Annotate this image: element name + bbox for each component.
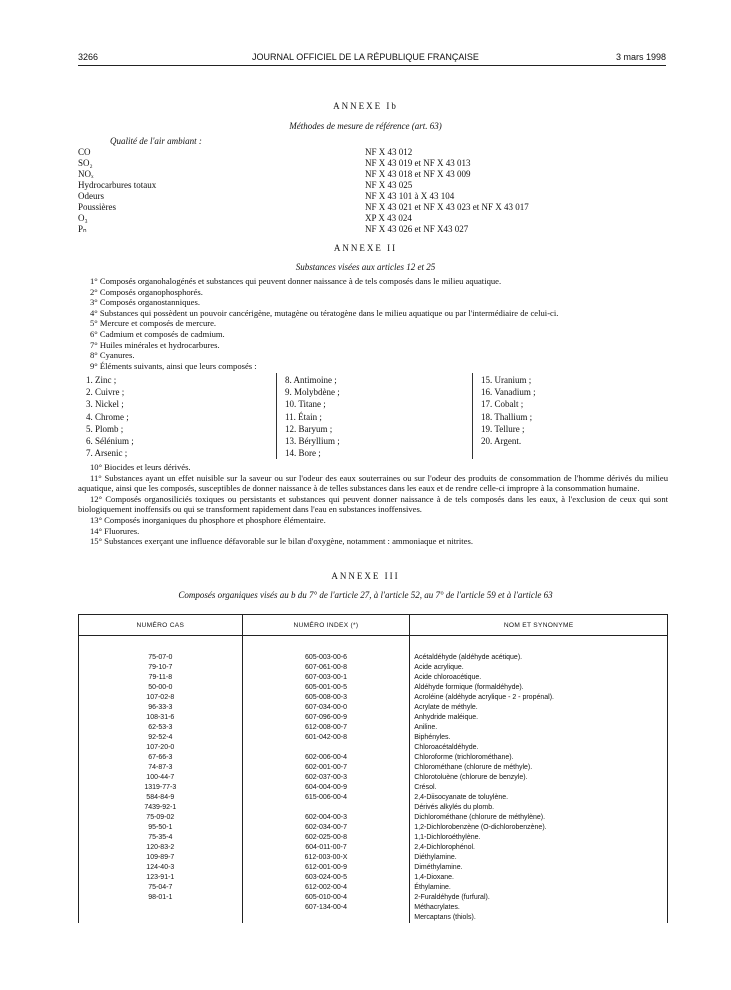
method-row — [78, 169, 678, 180]
table-row — [79, 683, 668, 693]
compound-name-cell: Éthylamine. — [410, 883, 668, 893]
cas-number-cell — [79, 913, 243, 923]
index-number-cell: 612-003-00-X — [242, 853, 410, 863]
column-header-index: NUMÉRO INDEX (*) — [242, 615, 410, 636]
substance-name: SO₂ — [78, 158, 93, 168]
table-row — [79, 873, 668, 883]
column-divider — [472, 373, 473, 459]
compound-name-cell: Anhydride maléique. — [410, 713, 668, 723]
header-rule — [78, 65, 666, 66]
index-number-cell: 602-004-00-3 — [242, 813, 410, 823]
list-item: 15° Substances exerçant une influence défavorable sur le bilan d'oxygène, notamment : ammoniaque et nitrites. — [90, 536, 473, 547]
table-row — [79, 773, 668, 783]
table-row — [79, 673, 668, 683]
substance-name: Odeurs — [78, 191, 104, 201]
cas-number-cell: 79-10-7 — [79, 663, 243, 673]
compound-name-cell: Chlorotoluène (chlorure de benzyle). — [410, 773, 668, 783]
substances-list-bottom — [78, 462, 668, 547]
table-row — [79, 663, 668, 673]
cas-number-cell: 79-11-8 — [79, 673, 243, 683]
method-row — [78, 191, 678, 202]
index-number-cell — [242, 743, 410, 753]
element-item: 20. Argent. — [481, 436, 522, 447]
column-divider — [276, 373, 277, 459]
element-item: 3. Nickel ; — [86, 399, 124, 410]
list-item: 14° Fluorures. — [90, 525, 140, 536]
annexe-1b-subtitle: Méthodes de mesure de référence (art. 63) — [289, 121, 442, 131]
element-item: 16. Vanadium ; — [481, 387, 536, 398]
cas-number-cell: 584-84-9 — [79, 793, 243, 803]
list-item: 9° Éléments suivants, ainsi que leurs composés : — [90, 360, 257, 371]
index-number-cell: 607-134-00-4 — [242, 903, 410, 913]
compound-name-cell: Diméthylamine. — [410, 863, 668, 873]
cas-number-cell: 108-31-6 — [79, 713, 243, 723]
table-row — [79, 893, 668, 903]
cas-number-cell: 50-00-0 — [79, 683, 243, 693]
organic-compounds-table — [78, 614, 668, 923]
table-body — [79, 636, 668, 924]
index-number-cell: 602-025-00-8 — [242, 833, 410, 843]
column-header-cas: NUMÉRO CAS — [79, 615, 243, 636]
element-item: 13. Béryllium ; — [285, 436, 340, 447]
index-number-cell: 607-003-00-1 — [242, 673, 410, 683]
index-number-cell: 605-008-00-3 — [242, 693, 410, 703]
list-item: 13° Composés inorganiques du phosphore et phosphore élémentaire. — [90, 514, 326, 525]
page-number: 3266 — [78, 52, 99, 62]
cas-number-cell: 100-44-7 — [79, 773, 243, 783]
list-item: 11° Substances ayant un effet nuisible sur la saveur ou sur l'odeur des eaux souterraines ou sur l'odeur des produits de consommation de l'homme dérivés du milieu aquatique, ainsi que les composés, susceptibles de donner naissance à de telles substances dans les eaux et de rendre celle-ci impropre à la consommation humaine. — [78, 472, 668, 494]
reference-method: NF X 43 101 à X 43 104 — [365, 191, 455, 201]
table-row — [79, 763, 668, 773]
element-item: 19. Tellure ; — [481, 423, 525, 434]
element-item: 17. Cobalt ; — [481, 399, 524, 410]
compound-name-cell: Acrylate de méthyle. — [410, 703, 668, 713]
compound-name-cell: 2,4-Dichlorophénol. — [410, 843, 668, 853]
method-row — [78, 147, 678, 158]
table-row — [79, 713, 668, 723]
reference-method: NF X 43 025 — [365, 180, 413, 190]
table-row — [79, 753, 668, 763]
index-number-cell: 607-061-00-8 — [242, 663, 410, 673]
elements-column-2 — [285, 374, 340, 459]
compound-name-cell: 1,1-Dichloroéthylène. — [410, 833, 668, 843]
index-number-cell: 612-008-00-7 — [242, 723, 410, 733]
substance-name: NOₓ — [78, 169, 94, 179]
cas-number-cell: 107-20-0 — [79, 743, 243, 753]
index-number-cell — [242, 913, 410, 923]
compound-name-cell: Dérivés alkylés du plomb. — [410, 803, 668, 813]
element-item: 18. Thallium ; — [481, 411, 533, 422]
compound-name-cell: Chloroforme (trichlorométhane). — [410, 753, 668, 763]
compound-name-cell: Mercaptans (thiols). — [410, 913, 668, 923]
issue-date: 3 mars 1998 — [615, 52, 666, 62]
index-number-cell: 605-010-00-4 — [242, 893, 410, 903]
index-number-cell: 612-001-00-9 — [242, 863, 410, 873]
table-row — [79, 743, 668, 753]
cas-number-cell: 74-87-3 — [79, 763, 243, 773]
cas-number-cell: 7439-92-1 — [79, 803, 243, 813]
index-number-cell: 602-034-00-7 — [242, 823, 410, 833]
compound-name-cell: 1,4-Dioxane. — [410, 873, 668, 883]
table-row — [79, 783, 668, 793]
list-item: 2° Composés organophosphorés. — [90, 286, 203, 297]
annexe-2-subtitle: Substances visées aux articles 12 et 25 — [295, 262, 436, 272]
table-row — [79, 703, 668, 713]
compound-name-cell: Dichlorométhane (chlorure de méthylène). — [410, 813, 668, 823]
substance-name: CO — [78, 147, 91, 157]
list-item: 10° Biocides et leurs dérivés. — [90, 462, 191, 472]
index-number-cell: 615-006-00-4 — [242, 793, 410, 803]
method-row — [78, 202, 678, 213]
element-item: 6. Sélénium ; — [86, 436, 134, 447]
element-item: 15. Uranium ; — [481, 375, 532, 385]
method-row — [78, 180, 678, 191]
compound-name-cell: 1,2-Dichlorobenzène (O-dichlorobenzène). — [410, 823, 668, 833]
table-row — [79, 903, 668, 913]
compound-name-cell: Acide acrylique. — [410, 663, 668, 673]
journal-title: JOURNAL OFFICIEL DE LA RÉPUBLIQUE FRANÇAISE — [252, 52, 479, 62]
element-item: 8. Antimoine ; — [285, 375, 337, 385]
reference-method: NF X 43 018 et NF X 43 009 — [365, 169, 471, 179]
table-row — [79, 723, 668, 733]
table-row — [79, 653, 668, 663]
element-item: 4. Chrome ; — [86, 411, 129, 422]
element-item: 2. Cuivre ; — [86, 387, 125, 398]
annexe-2-title: ANNEXE II — [333, 243, 398, 253]
table-spacer-row — [79, 636, 668, 654]
compound-name-cell: Acide chloroacétique. — [410, 673, 668, 683]
cas-number-cell: 62-53-3 — [79, 723, 243, 733]
table-row — [79, 913, 668, 923]
list-item: 1° Composés organohalogénés et substances qui peuvent donner naissance à de tels composés dans le milieu aquatique. — [90, 276, 502, 286]
table-row — [79, 843, 668, 853]
cas-number-cell: 98-01-1 — [79, 893, 243, 903]
table-row — [79, 853, 668, 863]
method-row — [78, 213, 678, 224]
table-row — [79, 823, 668, 833]
cas-number-cell: 1319-77-3 — [79, 783, 243, 793]
method-row — [78, 158, 678, 169]
index-number-cell: 605-001-00-5 — [242, 683, 410, 693]
cas-number-cell: 75-07-0 — [79, 653, 243, 663]
cas-number-cell: 95-50-1 — [79, 823, 243, 833]
table-row — [79, 863, 668, 873]
element-item: 11. Étain ; — [285, 411, 322, 422]
list-item: 6° Cadmium et composés de cadmium. — [90, 328, 225, 339]
table-row — [79, 803, 668, 813]
method-row — [78, 224, 678, 235]
index-number-cell: 607-034-00-0 — [242, 703, 410, 713]
table-row — [79, 883, 668, 893]
compound-name-cell: Diéthylamine. — [410, 853, 668, 863]
element-item: 9. Molybdène ; — [285, 387, 340, 398]
reference-method: XP X 43 024 — [365, 213, 412, 223]
reference-method: NF X 43 026 et NF X43 027 — [365, 224, 469, 234]
table-row — [79, 813, 668, 823]
cas-number-cell: 75-09-02 — [79, 813, 243, 823]
element-item: 14. Bore ; — [285, 448, 321, 459]
substance-name: Hydrocarbures totaux — [78, 180, 157, 190]
index-number-cell: 601-042-00-8 — [242, 733, 410, 743]
reference-method: NF X 43 012 — [365, 147, 413, 157]
compound-name-cell: 2-Furaldéhyde (furfural). — [410, 893, 668, 903]
index-number-cell: 602-001-00-7 — [242, 763, 410, 773]
cas-number-cell: 123-91-1 — [79, 873, 243, 883]
element-item: 1. Zinc ; — [86, 375, 117, 385]
compound-name-cell: 2,4-Diisocyanate de toluylène. — [410, 793, 668, 803]
compound-name-cell: Acétaldéhyde (aldéhyde acétique). — [410, 653, 668, 663]
table-row — [79, 793, 668, 803]
reference-method: NF X 43 021 et NF X 43 023 et NF X 43 017 — [365, 202, 529, 212]
compound-name-cell: Méthacrylates. — [410, 903, 668, 913]
list-item: 7° Huiles minérales et hydrocarbures. — [90, 339, 220, 350]
list-item: 3° Composés organostanniques. — [90, 297, 200, 308]
index-number-cell: 603-024-00-5 — [242, 873, 410, 883]
compound-name-cell: Aniline. — [410, 723, 668, 733]
compound-name-cell: Chloroacétaldéhyde. — [410, 743, 668, 753]
list-item: 12° Composés organosiliciés toxiques ou persistants et substances qui peuvent donner naissance à de tels composés dans les eaux, à l'exclusion de ceux qui sont biologiquement inoffensifs ou qui se transforment rapidement dans l'eau en substances inoffensives. — [78, 493, 668, 515]
compound-name-cell: Biphényles. — [410, 733, 668, 743]
air-quality-label: Qualité de l'air ambiant : — [110, 136, 202, 146]
substance-name: Pₙ — [78, 224, 87, 234]
cas-number-cell: 92-52-4 — [79, 733, 243, 743]
element-item: 7. Arsenic ; — [86, 448, 128, 459]
cas-number-cell: 124-40-3 — [79, 863, 243, 873]
substance-name: O₃ — [78, 213, 88, 223]
compound-name-cell: Chlorométhane (chlorure de méthyle). — [410, 763, 668, 773]
cas-number-cell: 109-89-7 — [79, 853, 243, 863]
index-number-cell — [242, 803, 410, 813]
column-header-name: NOM ET SYNONYME — [410, 615, 668, 636]
table-row — [79, 693, 668, 703]
list-item: 8° Cyanures. — [90, 350, 135, 361]
substances-list-top — [78, 276, 668, 371]
cas-number-cell: 67-66-3 — [79, 753, 243, 763]
annexe-3-title: ANNEXE III — [331, 571, 400, 581]
elements-column-3 — [481, 374, 536, 447]
compound-name-cell: Crésol. — [410, 783, 668, 793]
index-number-cell: 612-002-00-4 — [242, 883, 410, 893]
element-item: 10. Titane ; — [285, 399, 326, 410]
index-number-cell: 604-011-00-7 — [242, 843, 410, 853]
table-row — [79, 833, 668, 843]
table-row — [79, 733, 668, 743]
list-item: 5° Mercure et composés de mercure. — [90, 318, 217, 329]
cas-number-cell — [79, 903, 243, 913]
cas-number-cell: 75-04-7 — [79, 883, 243, 893]
cas-number-cell: 107-02-8 — [79, 693, 243, 703]
reference-method: NF X 43 019 et NF X 43 013 — [365, 158, 471, 168]
index-number-cell: 604-004-00-9 — [242, 783, 410, 793]
table-header-row — [79, 615, 668, 636]
index-number-cell: 602-006-00-4 — [242, 753, 410, 763]
annexe-3-subtitle: Composés organiques visés au b du 7° de l'article 27, à l'article 52, au 7° de l'article 59 et à l'article 63 — [178, 590, 553, 600]
substance-name: Poussières — [78, 202, 116, 212]
elements-column-1 — [86, 374, 134, 459]
index-number-cell: 602-037-00-3 — [242, 773, 410, 783]
index-number-cell: 607-096-00-9 — [242, 713, 410, 723]
index-number-cell: 605-003-00-6 — [242, 653, 410, 663]
element-item: 12. Baryum ; — [285, 423, 333, 434]
cas-number-cell: 120-83-2 — [79, 843, 243, 853]
cas-number-cell: 75-35-4 — [79, 833, 243, 843]
list-item: 4° Substances qui possèdent un pouvoir cancérigène, mutagène ou tératogène dans le milieu aquatique ou par l'intermédiaire de celui-ci. — [90, 307, 559, 318]
compound-name-cell: Acroléine (aldéhyde acrylique - 2 - propénal). — [410, 693, 668, 703]
cas-number-cell: 96-33-3 — [79, 703, 243, 713]
element-item: 5. Plomb ; — [86, 423, 124, 434]
compound-name-cell: Aldéhyde formique (formaldéhyde). — [410, 683, 668, 693]
annexe-1b-title: ANNEXE Ib — [333, 101, 398, 111]
